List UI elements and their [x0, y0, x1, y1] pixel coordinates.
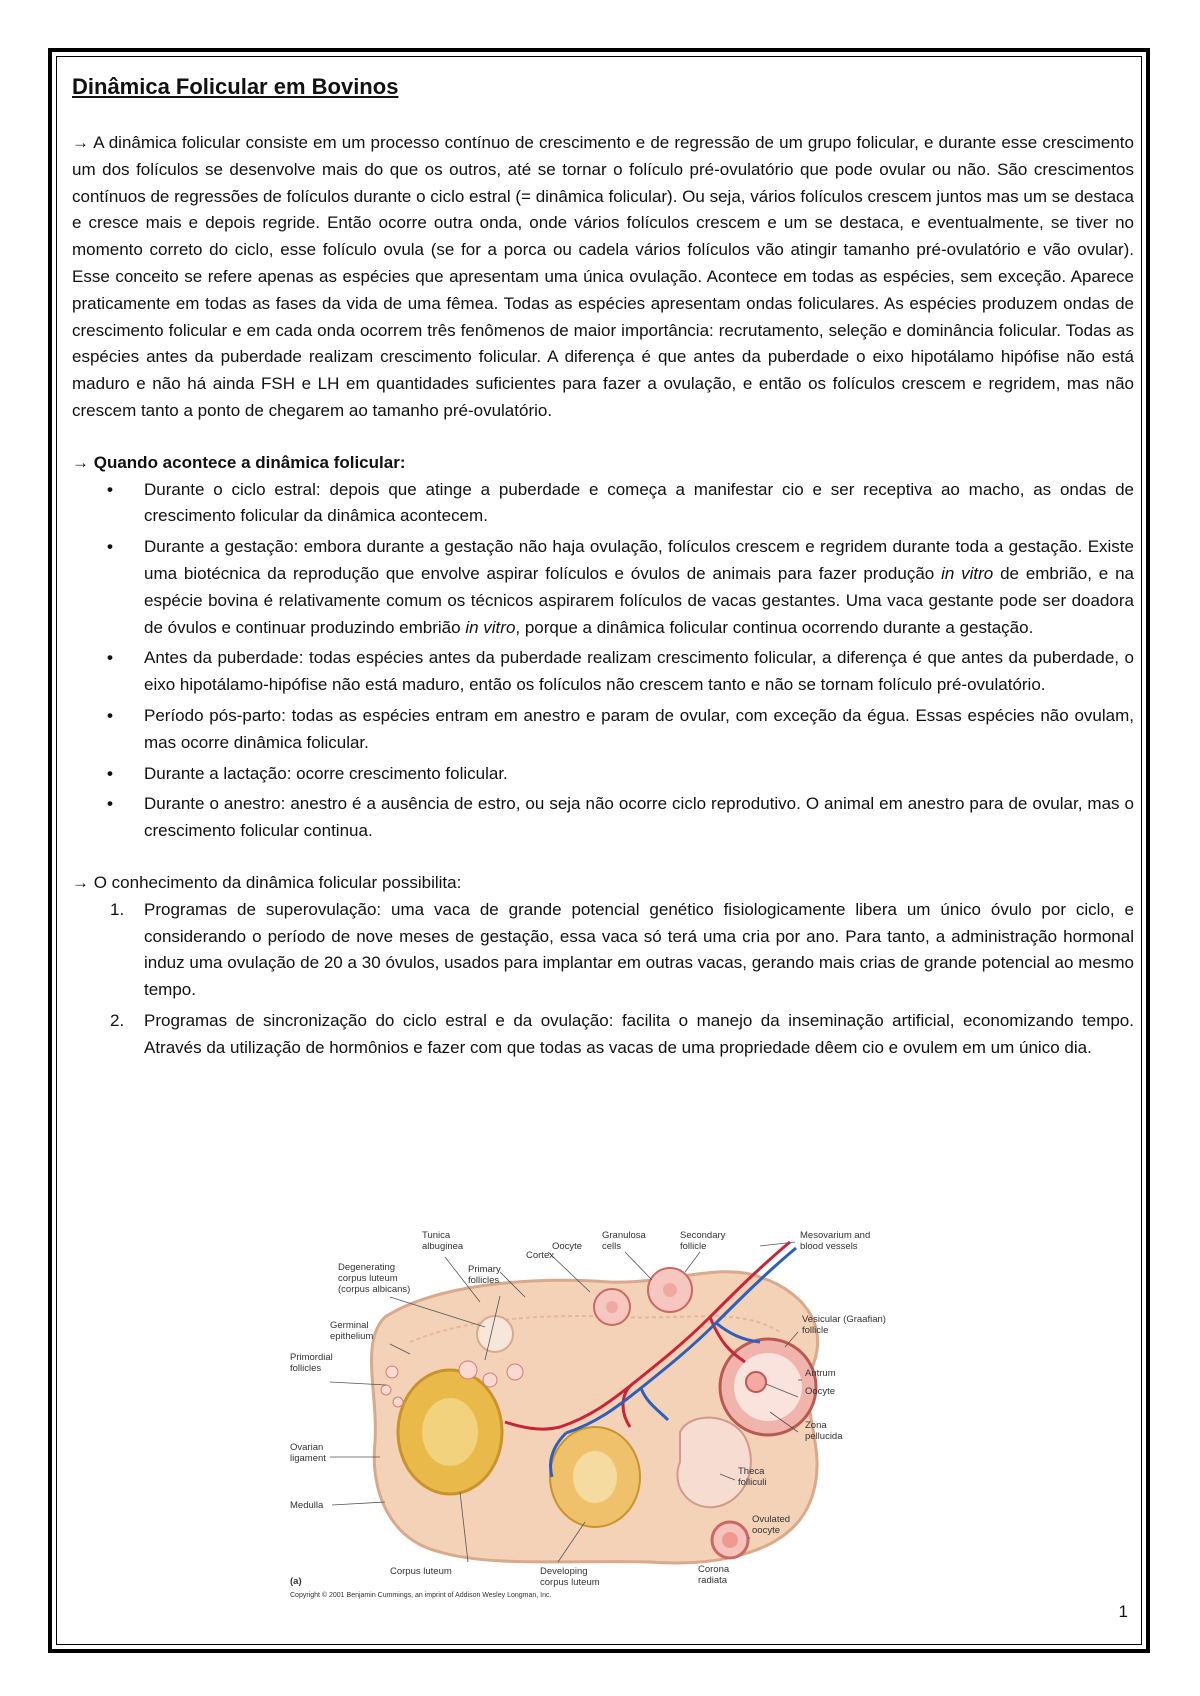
label-ovulated-oocyte: oocyte	[752, 1525, 780, 1536]
label-radiata: radiata	[698, 1575, 728, 1586]
label-granulosa-cells: cells	[602, 1241, 622, 1252]
when-list	[72, 477, 1134, 845]
label-granulosa: Granulosa	[602, 1230, 646, 1241]
list-item: • Período pós-parto: todas as espécies entram em anestro e param de ovular, com exceção da égua. Essas espécies não ovulam, mas ocorre dinâmica folicular.	[72, 703, 1134, 757]
ovary-figure	[290, 1222, 930, 1600]
arrow-icon: →	[72, 133, 89, 152]
list-item: • Durante a gestação: embora durante a gestação não haja ovulação, folículos crescem e regridem durante toda a gestação. Existe uma biotécnica da reprodução que envolve aspirar folículos e óvulos de animais para fazer produção in vitro de embrião, e na espécie bovina é relativamente comum os técnicos aspirarem folículos de vacas gestantes. Uma vaca gestante pode ser doadora de óvulos e continuar produzindo embrião in vitro, porque a dinâmica folicular continua ocorrendo durante a gestação.	[72, 534, 1134, 641]
document-title: Dinâmica Folicular em Bovinos	[72, 74, 399, 99]
list-number: 1.	[110, 899, 125, 919]
section-heading-when-text: Quando acontece a dinâmica folicular:	[93, 452, 406, 472]
bullet-icon: •	[107, 537, 113, 557]
section-heading-knowledge	[72, 870, 1134, 897]
bullet-icon: •	[107, 794, 113, 814]
label-secondary-follicle: follicle	[680, 1241, 707, 1252]
label-developing: Developing	[540, 1566, 588, 1577]
label-pellucida: pellucida	[805, 1431, 843, 1442]
label-blood-vessels: blood vessels	[800, 1241, 858, 1252]
bullet-icon: •	[107, 763, 113, 783]
knowledge-list	[72, 897, 1134, 1062]
list-item: 1. Programas de superovulação: uma vaca de grande potencial genético fisiologicamente libera um único óvulo por ciclo, e considerando o período de nove meses de gestação, essa vaca só terá uma cria por ano. Para tanto, a administração hormonal induz uma ovulação de 20 a 30 óvulos, usados para implantar em outras vacas, gerando mais crias de grande potencial ao mesmo tempo.	[72, 897, 1134, 1004]
label-degenerating: Degenerating	[338, 1262, 396, 1273]
label-epithelium: epithelium	[330, 1331, 374, 1342]
label-developing-cl: corpus luteum	[540, 1577, 600, 1588]
section-heading-knowledge-text: O conhecimento da dinâmica folicular possibilita:	[93, 872, 462, 892]
label-secondary: Secondary	[680, 1230, 726, 1241]
list-item: • Durante o ciclo estral: depois que atinge a puberdade e começa a manifestar cio e ser receptiva ao macho, as ondas de crescimento folicular da dinâmica acontecem.	[72, 477, 1134, 531]
label-oocyte-top: Oocyte	[552, 1241, 583, 1252]
document-body	[72, 74, 1134, 1066]
list-item: 2. Programas de sincronização do ciclo estral e da ovulação: facilita o manejo da inseminação artificial, economizando tempo. Através da utilização de hormônios e fazer com que todas as vacas de uma propriedade dêem cio e ovulem em um único dia.	[72, 1008, 1134, 1062]
arrow-icon: →	[72, 872, 89, 892]
corpus-albicans-shape	[477, 1316, 513, 1352]
intro-text: A dinâmica folicular consiste em um processo contínuo de crescimento e de regressão de um grupo folicular, e durante esse crescimento um dos folículos se desenvolve mais do que os outros, até se tornar o folículo pré-ovulatório que pode ovular ou não. São crescimentos contínuos de regressões de folículos durante o ciclo estral (= dinâmica folicular). Ou seja, vários folículos crescem juntos mas um se destaca e cresce mais e depois regride. Então ocorre outra onda, onde vários folículos crescem e um se destaca, e eventualmente, se tiver no momento correto do ciclo, esse folículo ovula (se for a porca ou cadela vários folículos vão atingir tamanho pré-ovulatório e vão ovular). Esse conceito se refere apenas as espécies que apresentam uma única ovulação. Acontece em todas as espécies, sem exceção. Aparece praticamente em todas as fases da vida de uma fêmea. Todas as espécies apresentam ondas foliculares. As espécies produzem ondas de crescimento folicular e em cada onda ocorrem três fenômenos de maior importância: recrutamento, seleção e dominância folicular. Todas as espécies antes da puberdade realizam crescimento folicular. A diferença é que antes da puberdade o eixo hipotálamo hipófise não está maduro e não há ainda FSH e LH em quantidades suficientes para fazer a ovulação, e então os folículos crescem e regridem, mas não crescem tanto a ponto de chegarem ao tamanho pré-ovulatório.	[72, 133, 1134, 420]
intro-paragraph	[72, 130, 1134, 425]
label-mesovarium: Mesovarium and	[800, 1230, 871, 1241]
label-ligament: ligament	[290, 1453, 326, 1464]
label-ovulated: Ovulated	[752, 1514, 791, 1525]
arrow-icon: →	[72, 452, 89, 472]
primordial-follicle-shape	[386, 1366, 398, 1378]
label-antrum: Antrum	[805, 1368, 836, 1379]
label-primordial-follicles: follicles	[290, 1363, 322, 1374]
list-item: • Durante o anestro: anestro é a ausência de estro, ou seja não ocorre ciclo reprodutivo. O animal em anestro para de ovular, mas o crescimento folicular continua.	[72, 791, 1134, 845]
section-heading-when	[72, 450, 1134, 477]
figure-copyright: Copyright © 2001 Benjamin Cummings, an imprint of Addison Wesley Longman, Inc.	[290, 1592, 552, 1599]
list-number: 2.	[110, 1010, 125, 1030]
label-corona: Corona	[698, 1564, 730, 1575]
label-corpus-luteum-l: corpus luteum	[338, 1273, 398, 1284]
label-folliculi: folliculi	[738, 1477, 767, 1488]
label-primary: Primary	[468, 1264, 501, 1275]
label-vesicular: Vesicular (Graafian)	[802, 1314, 886, 1325]
label-panel: (a)	[290, 1576, 302, 1587]
primary-follicle-shape	[459, 1361, 477, 1379]
oocyte-shape	[746, 1372, 766, 1392]
bullet-icon: •	[107, 648, 113, 668]
label-primordial: Primordial	[290, 1352, 333, 1363]
ruptured-follicle-shape	[677, 1418, 751, 1508]
list-item: • Antes da puberdade: todas espécies antes da puberdade realizam crescimento folicular, a diferença é que antes da puberdade, o eixo hipotálamo-hipófise não está maduro, então os folículos não crescem tanto e não se tornam folículo pré-ovulatório.	[72, 645, 1134, 699]
list-item: • Durante a lactação: ocorre crescimento folicular.	[72, 761, 1134, 788]
label-corpus-luteum: Corpus luteum	[390, 1566, 452, 1577]
label-zona: Zona	[805, 1420, 827, 1431]
label-cortex: Cortex	[526, 1250, 554, 1261]
label-germinal: Germinal	[330, 1320, 369, 1331]
label-albuginea: albuginea	[422, 1241, 464, 1252]
label-theca: Theca	[738, 1466, 765, 1477]
label-vesicular-follicle: follicle	[802, 1325, 829, 1336]
label-primary-follicles: follicles	[468, 1275, 500, 1286]
label-corpus-albicans: (corpus albicans)	[338, 1284, 411, 1295]
label-ovarian: Ovarian	[290, 1442, 324, 1453]
label-medulla: Medulla	[290, 1500, 324, 1511]
bullet-icon: •	[107, 479, 113, 499]
label-tunica: Tunica	[422, 1230, 451, 1241]
page-number: 1	[1118, 1602, 1128, 1621]
bullet-icon: •	[107, 705, 113, 725]
label-oocyte-right: Oocyte	[805, 1386, 836, 1397]
